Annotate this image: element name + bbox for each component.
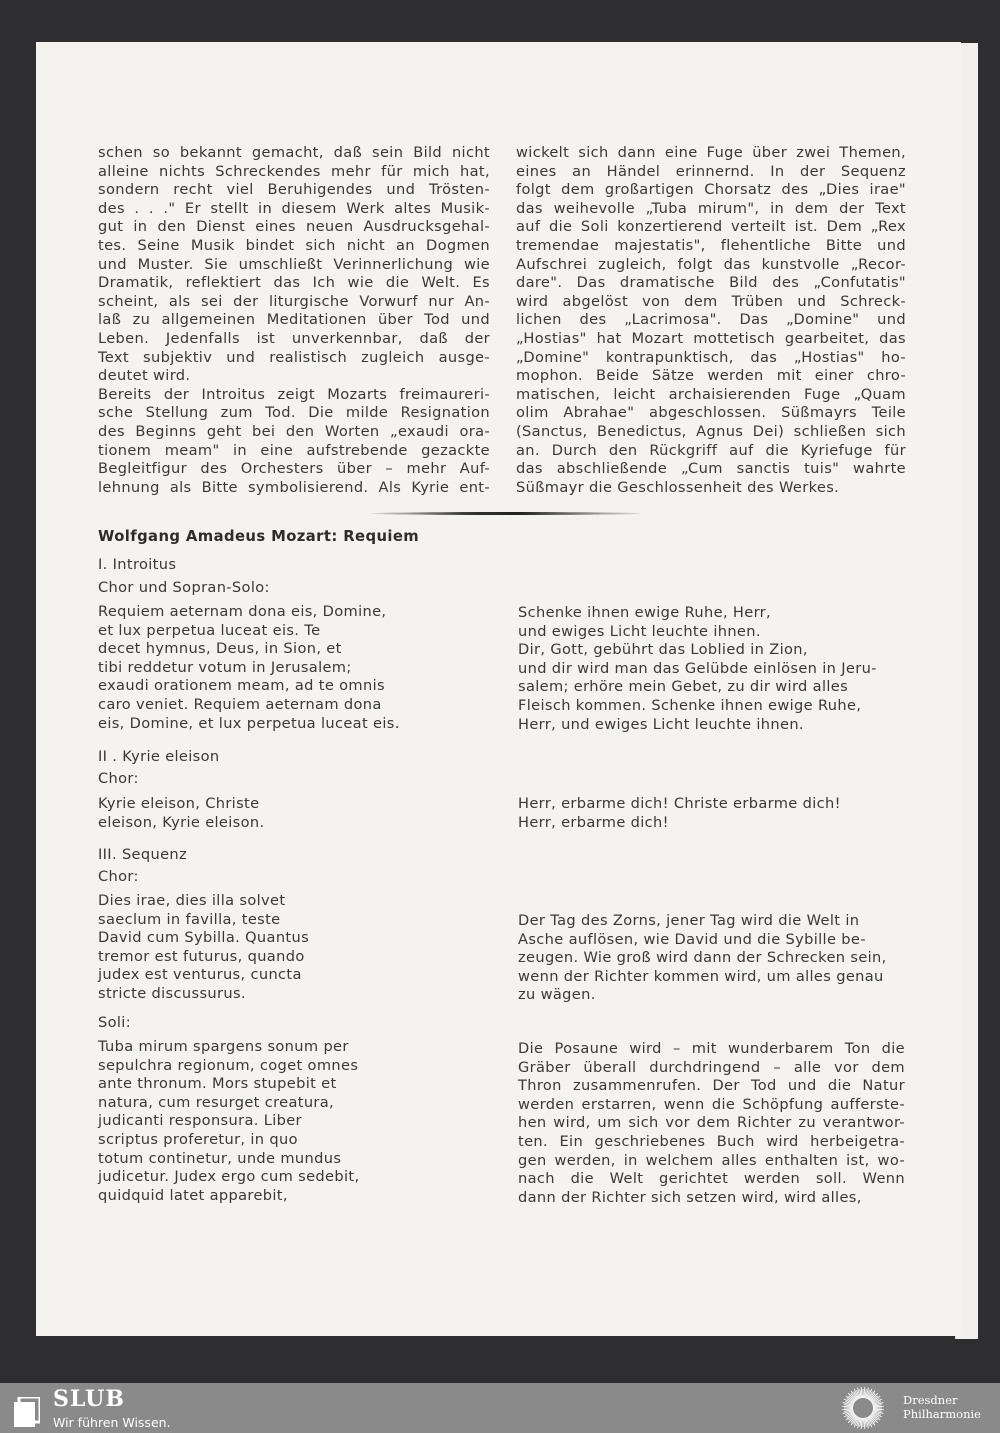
- prose-line: des Beginns geht bei den Worten „exaudi ora-: [98, 422, 490, 440]
- prose-line: schen so bekannt gemacht, daß sein Bild nicht: [98, 144, 490, 161]
- verse-line: caro veniet. Requiem aeternam dona: [98, 695, 382, 713]
- prose-line: lichen des „Lacrimosa". Das „Domine" und: [516, 311, 906, 329]
- prose-line: folgt dem großartigen Chorsatz des „Dies irae": [516, 181, 906, 199]
- verse-line: sepulchra regionum, coget omnes: [98, 1056, 359, 1074]
- sequenz-latin: [98, 892, 309, 1004]
- prose-line: „Domine" kontrapunktisch, das „Hostias" ho-: [516, 348, 906, 366]
- verse-line: Kyrie eleison, Christe: [98, 795, 260, 812]
- verse-line: Dir, Gott, gebührt das Loblied in Zion,: [518, 641, 808, 659]
- verse-line: ten. Ein geschriebenes Buch wird herbeigetra-: [518, 1132, 905, 1150]
- prose-line: tes. Seine Musik bindet sich nicht an Dogmen: [98, 236, 490, 254]
- prose-line: wickelt sich dann eine Fuge über zwei Themen,: [516, 144, 906, 161]
- verse-line: und dir wird man das Gelübde einlösen in Jeru-: [518, 659, 877, 677]
- kyrie-title: II . Kyrie eleison: [98, 748, 220, 765]
- verse-line: Dies irae, dies illa solvet: [98, 892, 286, 909]
- verse-line: Die Posaune wird – mit wunderbarem Ton die: [518, 1040, 905, 1057]
- verse-line: eleison, Kyrie eleison.: [98, 813, 265, 831]
- prose-line: Text subjektiv und realistisch zugleich ausge-: [98, 348, 490, 366]
- verse-line: exaudi orationem meam, ad te omnis: [98, 677, 385, 695]
- verse-line: decet hymnus, Deus, in Sion, et: [98, 640, 342, 658]
- prose-right-column: [516, 144, 906, 497]
- soli-latin: [98, 1038, 359, 1205]
- section-divider: [370, 512, 642, 515]
- prose-line: scheint, als sei der liturgische Vorwurf nur An-: [98, 292, 490, 310]
- prose-line: eines an Händel erinnernd. In der Sequenz: [516, 162, 906, 180]
- prose-line: Aufschrei zugleich, folgt das kunstvolle „Recor-: [516, 255, 906, 273]
- prose-line: Leben. Jedenfalls ist unverkennbar, daß der: [98, 329, 490, 347]
- soli-voices: Soli:: [98, 1014, 131, 1031]
- kyrie-latin: [98, 795, 264, 832]
- introitus-title: I. Introitus: [98, 556, 177, 573]
- verse-line: tibi reddetur votum in Jerusalem;: [98, 658, 352, 676]
- introitus-voices: Chor und Sopran-Solo:: [98, 579, 270, 596]
- verse-line: et lux perpetua luceat eis. Te: [98, 621, 321, 639]
- verse-line: Fleisch kommen. Schenke ihnen ewige Ruhe,: [518, 696, 862, 714]
- prose-line: wird abgelöst von dem Trüben und Schreck-: [516, 292, 906, 310]
- prose-line: Süßmayr die Geschlossenheit des Werkes.: [516, 478, 840, 496]
- dresdner-philharmonie-wordmark[interactable]: [903, 1393, 981, 1421]
- prose-line: des . . ." Er stellt in diesem Werk altes Musik-: [98, 199, 490, 217]
- prose-line: laß zu allgemeinen Meditationen über Tod und: [98, 311, 490, 329]
- verse-line: und ewiges Licht leuchte ihnen.: [518, 622, 761, 640]
- verse-line: David cum Sybilla. Quantus: [98, 929, 310, 947]
- verse-line: zu wägen.: [518, 986, 596, 1004]
- prose-line: an. Durch den Rückgriff auf die Kyriefuge für: [516, 441, 906, 459]
- verse-line: Herr, erbarme dich! Christe erbarme dich!: [518, 795, 841, 812]
- sequenz-german: [518, 912, 887, 1005]
- introitus-german: [518, 604, 877, 734]
- kyrie-german: [518, 795, 841, 832]
- soli-german: [518, 1040, 905, 1207]
- prose-line: deutet wird.: [98, 367, 191, 385]
- verse-line: nach die Welt gerichtet werden soll. Wenn: [518, 1170, 905, 1188]
- verse-line: Thron zusammenrufen. Der Tod und die Natur: [518, 1077, 905, 1095]
- verse-line: werden erstarren, wenn die Schöpfung aufferste-: [518, 1095, 905, 1113]
- prose-line: das weihevolle „Tuba mirum", in dem der Text: [516, 199, 906, 217]
- partner-name-line1: Dresdner: [903, 1393, 958, 1407]
- kyrie-voices: Chor:: [98, 770, 139, 787]
- prose-line: und Muster. Sie umschließt Verinnerlichung wie: [98, 255, 490, 273]
- partner-name-line2: Philharmonie: [903, 1407, 981, 1421]
- verse-line: dann der Richter sich setzen wird, wird alles,: [518, 1188, 862, 1206]
- verse-line: salem; erhöre mein Gebet, zu dir wird alles: [518, 678, 849, 696]
- slub-wordmark[interactable]: SLUB: [53, 1386, 125, 1412]
- prose-left-column: [98, 144, 490, 497]
- prose-line: tionem meam" in eine aufstrebende gezackte: [98, 441, 490, 459]
- prose-line: dare". Das dramatische Bild des „Confutatis": [516, 274, 906, 292]
- prose-line: tremendae majestatis", flehentliche Bitte und: [516, 236, 906, 254]
- verse-line: ante thronum. Mors stupebit et: [98, 1075, 337, 1093]
- requiem-heading: Wolfgang Amadeus Mozart: Requiem: [98, 528, 420, 545]
- prose-line: sondern recht viel Beruhigendes und Trösten-: [98, 181, 490, 199]
- verse-line: stricte discussurus.: [98, 984, 246, 1002]
- prose-line: sche Stellung zum Tod. Die milde Resignation: [98, 404, 490, 422]
- verse-line: hen wird, um sich vor dem Richter zu verantwor-: [518, 1114, 905, 1132]
- prose-line: alleine nichts Schreckendes mehr für mich hat,: [98, 162, 490, 180]
- verse-line: Requiem aeternam dona eis, Domine,: [98, 603, 387, 620]
- verse-line: Tuba mirum spargens sonum per: [98, 1038, 349, 1055]
- prose-line: matischen, leicht archaisierenden Fuge „Quam: [516, 385, 906, 403]
- dresdner-philharmonie-logo-icon: [840, 1385, 886, 1431]
- verse-line: judex est venturus, cuncta: [98, 966, 302, 984]
- verse-line: judicetur. Judex ergo cum sedebit,: [98, 1168, 360, 1186]
- verse-line: Herr, und ewiges Licht leuchte ihnen.: [518, 715, 804, 733]
- verse-line: Schenke ihnen ewige Ruhe, Herr,: [518, 604, 772, 621]
- sequenz-title: III. Sequenz: [98, 846, 188, 863]
- prose-line: „Hostias" hat Mozart mottetisch gearbeitet, das: [516, 329, 906, 347]
- logo-center: [854, 1399, 873, 1418]
- introitus-latin: [98, 603, 400, 733]
- verse-line: eis, Domine, et lux perpetua luceat eis.: [98, 714, 400, 732]
- prose-line: Begleitfigur des Orchesters über – mehr Auf-: [98, 460, 490, 478]
- verse-line: wenn der Richter kommen wird, um alles genau: [518, 967, 884, 985]
- verse-line: Herr, erbarme dich!: [518, 813, 669, 831]
- sequenz-voices: Chor:: [98, 868, 139, 885]
- prose-line: Dramatik, reflektiert das Ich wie die Welt. Es: [98, 274, 490, 292]
- slub-tagline: Wir führen Wissen.: [53, 1415, 171, 1430]
- prose-line: gut in den Dienst eines neuen Ausdrucksgehal-: [98, 218, 490, 236]
- verse-line: totum continetur, unde mundus: [98, 1149, 342, 1167]
- verse-line: saeclum in favilla, teste: [98, 910, 281, 928]
- prose-line: lehnung als Bitte symbolisierend. Als Kyrie ent-: [98, 478, 490, 496]
- slub-logo-icon: [14, 1397, 40, 1427]
- prose-line: olim Abrahae" abgeschlossen. Süßmayrs Teile: [516, 404, 906, 422]
- verse-line: natura, cum resurget creatura,: [98, 1093, 335, 1111]
- verse-line: judicanti responsura. Liber: [98, 1112, 302, 1130]
- verse-line: Gräber überall durchdringend – alle vor dem: [518, 1058, 905, 1076]
- verse-line: Asche auflösen, wie David und die Sybille be-: [518, 930, 866, 948]
- verse-line: tremor est futurus, quando: [98, 947, 305, 965]
- prose-line: mophon. Beide Sätze werden mit einer chro-: [516, 367, 906, 385]
- footer-bar: [0, 1383, 1000, 1433]
- verse-line: scriptus proferetur, in quo: [98, 1130, 298, 1148]
- verse-line: gen werden, in welchem alles enthalten ist, wo-: [518, 1151, 905, 1169]
- prose-line: Bereits der Introitus zeigt Mozarts freimaureri-: [98, 385, 490, 403]
- prose-line: (Sanctus, Benedictus, Agnus Dei) schließen sich: [516, 422, 906, 440]
- verse-line: Der Tag des Zorns, jener Tag wird die Welt in: [518, 912, 860, 929]
- prose-line: das abschließende „Cum sanctis tuis" wahrte: [516, 460, 906, 478]
- verse-line: zeugen. Wie groß wird dann der Schrecken sein,: [518, 949, 887, 967]
- verse-line: quidquid latet apparebit,: [98, 1186, 288, 1204]
- prose-line: auf die Soli konzertierend verteilt ist. Dem „Rex: [516, 218, 906, 236]
